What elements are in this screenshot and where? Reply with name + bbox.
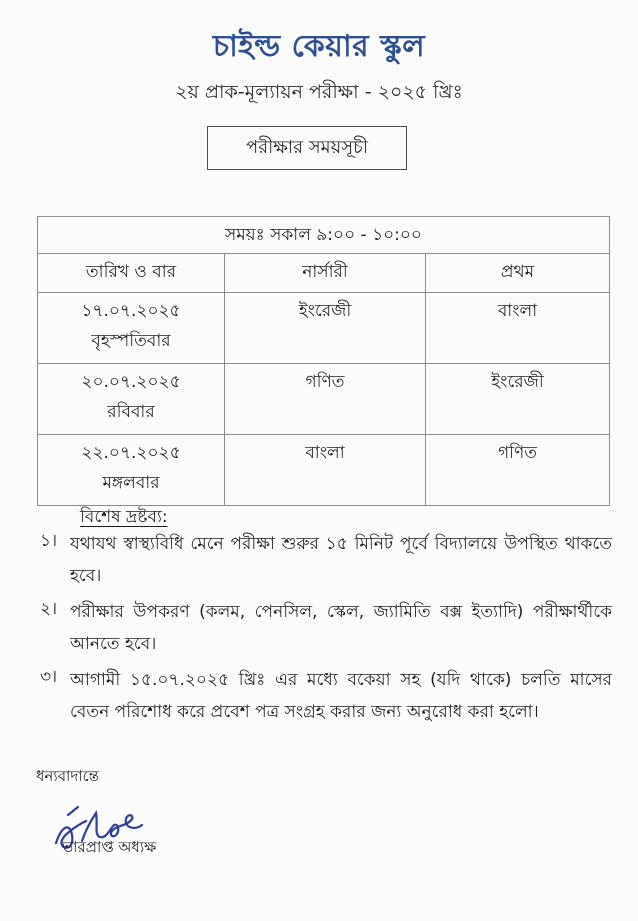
closing-regards: ধন্যবাদান্তে <box>36 767 100 785</box>
first-subject: বাংলা <box>426 293 610 364</box>
exam-day: রবিবার <box>107 402 155 422</box>
exam-day: মঙ্গলবার <box>102 473 160 493</box>
date-cell <box>38 293 225 364</box>
list-item <box>40 528 612 592</box>
list-item <box>40 664 612 728</box>
school-name: চাইল্ড কেয়ার স্কুল <box>212 29 426 64</box>
notice-list <box>40 528 612 732</box>
list-number: ১। <box>40 531 58 551</box>
signer-title: ভারপ্রাপ্ত অধ্যক্ষ <box>62 838 157 856</box>
exam-title: ২য় প্রাক-মূল্যায়ন পরীক্ষা - ২০২৫ খ্রিঃ <box>175 81 463 103</box>
table-row <box>38 364 610 435</box>
list-text: পরীক্ষার উপকরণ (কলম, পেনসিল, স্কেল, জ্যামিতি বক্স ইত্যাদি) পরীক্ষার্থীকে আনতে হবে। <box>70 602 612 654</box>
list-item <box>40 596 612 660</box>
exam-time: সময়ঃ সকাল ৯:০০ - ১০:০০ <box>38 217 610 254</box>
schedule-table <box>37 216 610 506</box>
exam-day: বৃহস্পতিবার <box>91 331 171 351</box>
header-nursery: নার্সারী <box>225 254 426 293</box>
first-subject: ইংরেজী <box>426 364 610 435</box>
table-row <box>38 435 610 506</box>
list-number: ২। <box>40 599 58 619</box>
nursery-subject: ইংরেজী <box>225 293 426 364</box>
header-first: প্রথম <box>426 254 610 293</box>
date-cell <box>38 435 225 506</box>
exam-date: ২০.০৭.২০২৫ <box>81 372 181 392</box>
list-text: আগামী ১৫.০৭.২০২৫ খ্রিঃ এর মধ্যে বকেয়া সহ (যদি থাকে) চলতি মাসের বেতন পরিশোধ করে প্রবেশ পত্র সংগ্রহ করার জন্য অনুরোধ করা হলো। <box>70 670 612 722</box>
exam-date: ২২.০৭.২০২৫ <box>81 443 181 463</box>
date-cell <box>38 364 225 435</box>
routine-box: পরীক্ষার সময়সূচী <box>207 126 407 170</box>
nursery-subject: বাংলা <box>225 435 426 506</box>
header-date: তারিখ ও বার <box>38 254 225 293</box>
first-subject: গণিত <box>426 435 610 506</box>
header-row <box>38 254 610 293</box>
list-text: যথাযথ স্বাস্থ্যবিধি মেনে পরীক্ষা শুরুর ১৫ মিনিট পূর্বে বিদ্যালয়ে উপস্থিত থাকতে হবে। <box>70 534 612 586</box>
notice-heading: বিশেষ দ্রষ্টব্য: <box>80 507 168 527</box>
list-number: ৩। <box>40 667 58 687</box>
time-row <box>38 217 610 254</box>
table-row <box>38 293 610 364</box>
nursery-subject: গণিত <box>225 364 426 435</box>
exam-date: ১৭.০৭.২০২৫ <box>81 301 181 321</box>
